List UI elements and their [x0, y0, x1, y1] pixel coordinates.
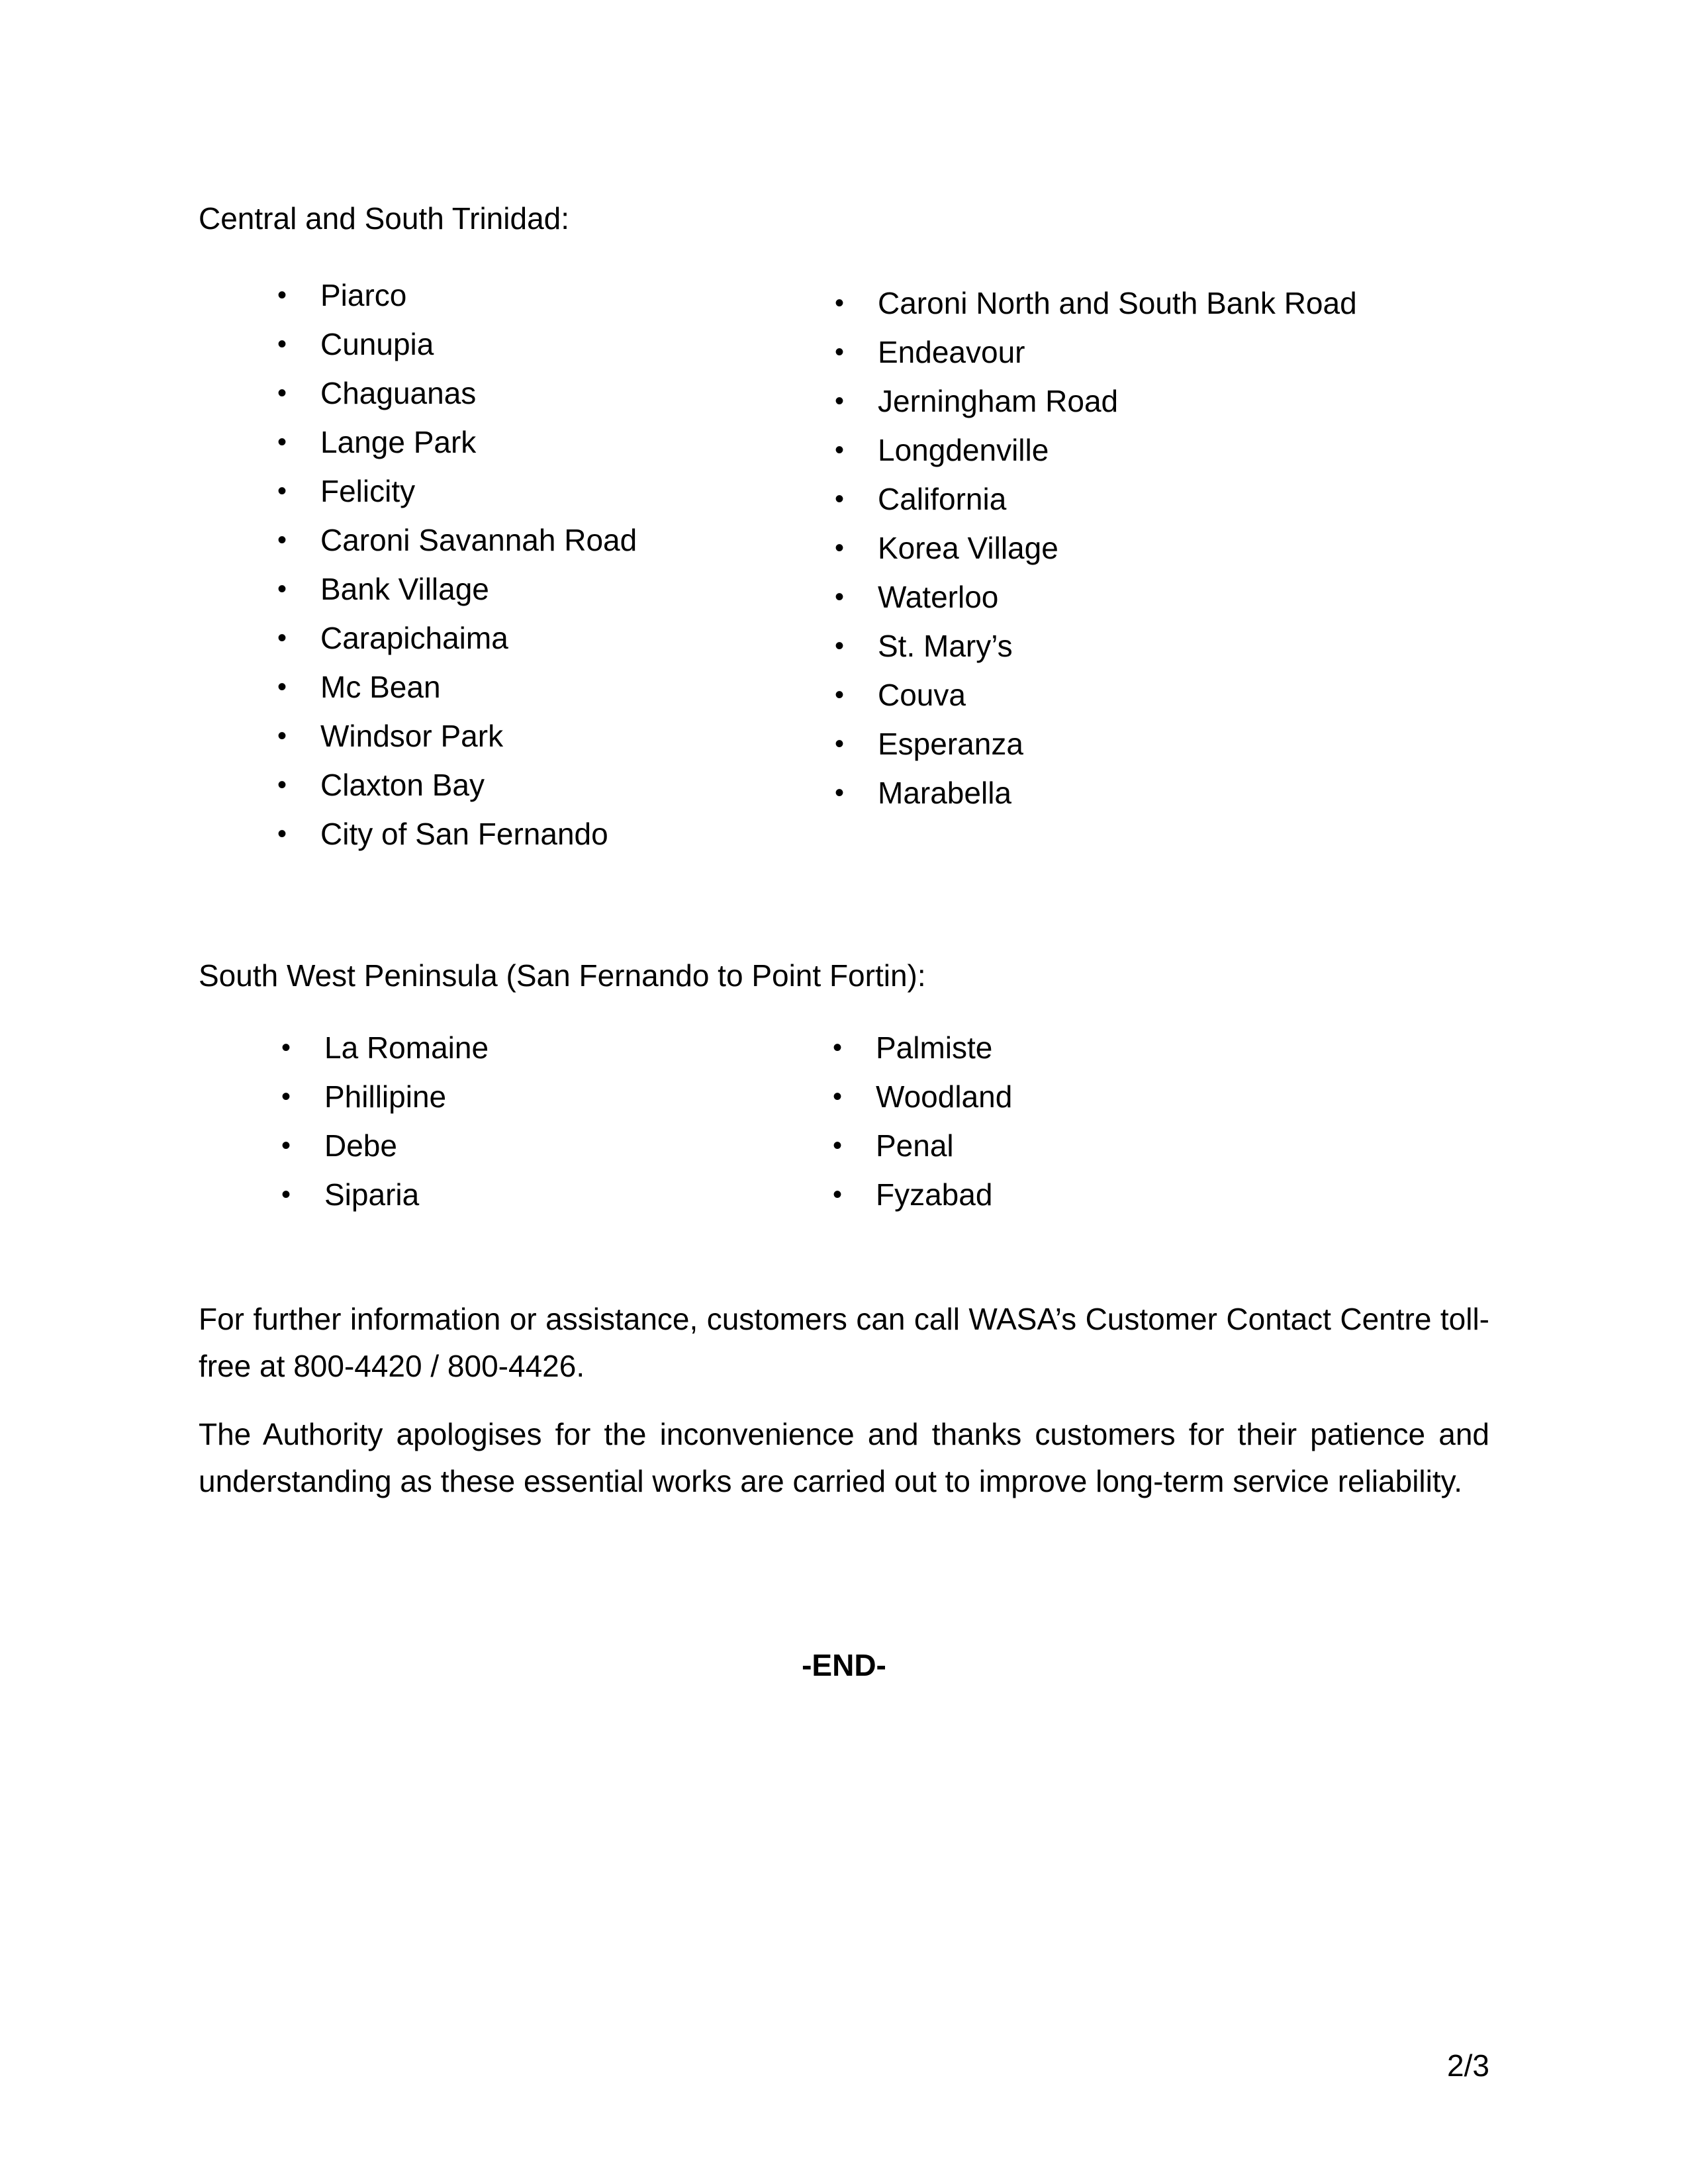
bullet-icon: • — [277, 574, 287, 604]
list-item — [277, 662, 637, 711]
south-west-right-list — [832, 1023, 1013, 1219]
bullet-icon: • — [281, 1131, 291, 1160]
list-item — [834, 279, 1357, 328]
list-item-label: Caroni North and South Bank Road — [878, 286, 1357, 320]
south-west-left-list — [281, 1023, 489, 1219]
list-item-label: Couva — [878, 678, 966, 712]
bullet-icon: • — [834, 778, 844, 807]
list-item — [834, 377, 1357, 426]
list-item — [834, 572, 1357, 621]
bullet-icon: • — [281, 1082, 291, 1111]
bullet-icon: • — [834, 484, 844, 514]
bullet-icon: • — [281, 1033, 291, 1062]
south-west-heading: South West Peninsula (San Fernando to Point Fortin): — [199, 958, 926, 993]
bullet-icon: • — [834, 729, 844, 758]
bullet-icon: • — [832, 1131, 842, 1160]
list-item-label: Debe — [324, 1128, 397, 1163]
list-item-label: Claxton Bay — [320, 768, 485, 802]
list-item-label: Caroni Savannah Road — [320, 523, 637, 557]
list-item — [277, 320, 637, 369]
bullet-icon: • — [832, 1180, 842, 1209]
page-number: 2/3 — [1447, 2048, 1489, 2083]
bullet-icon: • — [277, 819, 287, 848]
list-item-label: Longdenville — [878, 433, 1049, 467]
central-south-left-list — [277, 271, 637, 858]
bullet-icon: • — [277, 721, 287, 751]
bullet-icon: • — [277, 525, 287, 555]
bullet-icon: • — [834, 680, 844, 709]
list-item — [281, 1023, 489, 1072]
list-item-label: Siparia — [324, 1177, 420, 1212]
list-item — [277, 565, 637, 614]
list-item-label: Bank Village — [320, 572, 489, 606]
central-south-right-list — [834, 279, 1357, 817]
apology-paragraph: The Authority apologises for the inconvenience and thanks customers for their patience and understanding as these essential works are carried out to improve long-term service reliability. — [199, 1417, 1489, 1498]
bullet-icon: • — [277, 330, 287, 359]
list-item-label: Lange Park — [320, 425, 477, 459]
list-item-label: Fyzabad — [876, 1177, 993, 1212]
bullet-icon: • — [834, 582, 844, 612]
list-item-label: Penal — [876, 1128, 954, 1163]
list-item-label: Waterloo — [878, 580, 999, 614]
list-item-label: Mc Bean — [320, 670, 441, 704]
list-item — [277, 711, 637, 760]
bullet-icon: • — [834, 435, 844, 465]
list-item — [834, 719, 1357, 768]
list-item — [832, 1170, 1012, 1219]
list-item — [834, 328, 1357, 377]
list-item-label: La Romaine — [324, 1030, 489, 1065]
list-item-label: Carapichaima — [320, 621, 508, 655]
bullet-icon: • — [834, 338, 844, 367]
bullet-icon: • — [834, 387, 844, 416]
list-item — [834, 475, 1357, 523]
end-marker: -END- — [802, 1648, 886, 1682]
bullet-icon: • — [277, 379, 287, 408]
list-item — [277, 760, 637, 809]
list-item-label: Esperanza — [878, 727, 1023, 761]
list-item — [281, 1170, 489, 1219]
list-item — [277, 271, 637, 320]
list-item — [277, 369, 637, 418]
list-item-label: Cunupia — [320, 327, 434, 361]
list-item — [834, 768, 1357, 817]
list-item-label: St. Mary’s — [878, 629, 1013, 663]
list-item — [834, 621, 1357, 670]
list-item — [834, 670, 1357, 719]
list-item-label: Marabella — [878, 776, 1011, 810]
list-item-label: Chaguanas — [320, 376, 477, 410]
list-item — [277, 809, 637, 858]
bullet-icon: • — [277, 428, 287, 457]
bullet-icon: • — [277, 672, 287, 702]
list-item-label: Piarco — [320, 278, 407, 312]
list-item-label: Woodland — [876, 1079, 1013, 1114]
bullet-icon: • — [277, 623, 287, 653]
list-item-label: City of San Fernando — [320, 817, 608, 851]
bullet-icon: • — [281, 1180, 291, 1209]
list-item — [277, 516, 637, 565]
list-item-label: Palmiste — [876, 1030, 993, 1065]
bullet-icon: • — [277, 281, 287, 310]
list-item — [832, 1072, 1013, 1121]
list-item-label: Endeavour — [878, 335, 1025, 369]
list-item-label: California — [878, 482, 1007, 516]
list-item-label: Jerningham Road — [878, 384, 1119, 418]
list-item — [832, 1121, 1012, 1170]
bullet-icon: • — [834, 289, 844, 318]
list-item-label: Felicity — [320, 474, 416, 508]
list-item — [277, 467, 637, 516]
list-item — [834, 523, 1357, 572]
list-item-label: Windsor Park — [320, 719, 504, 753]
central-south-heading: Central and South Trinidad: — [199, 201, 570, 236]
list-item — [277, 614, 637, 662]
bullet-icon: • — [832, 1082, 842, 1111]
list-item — [281, 1072, 489, 1121]
bullet-icon: • — [834, 631, 844, 660]
bullet-icon: • — [832, 1033, 842, 1062]
list-item — [834, 426, 1357, 475]
list-item — [281, 1121, 489, 1170]
contact-paragraph: For further information or assistance, customers can call WASA’s Customer Contact Centre toll-free at 800-4420 / 800-4426. — [199, 1302, 1489, 1383]
list-item — [277, 418, 637, 467]
bullet-icon: • — [834, 533, 844, 563]
bullet-icon: • — [277, 770, 287, 799]
list-item-label: Phillipine — [324, 1079, 447, 1114]
bullet-icon: • — [277, 477, 287, 506]
list-item-label: Korea Village — [878, 531, 1058, 565]
list-item — [832, 1023, 1012, 1072]
